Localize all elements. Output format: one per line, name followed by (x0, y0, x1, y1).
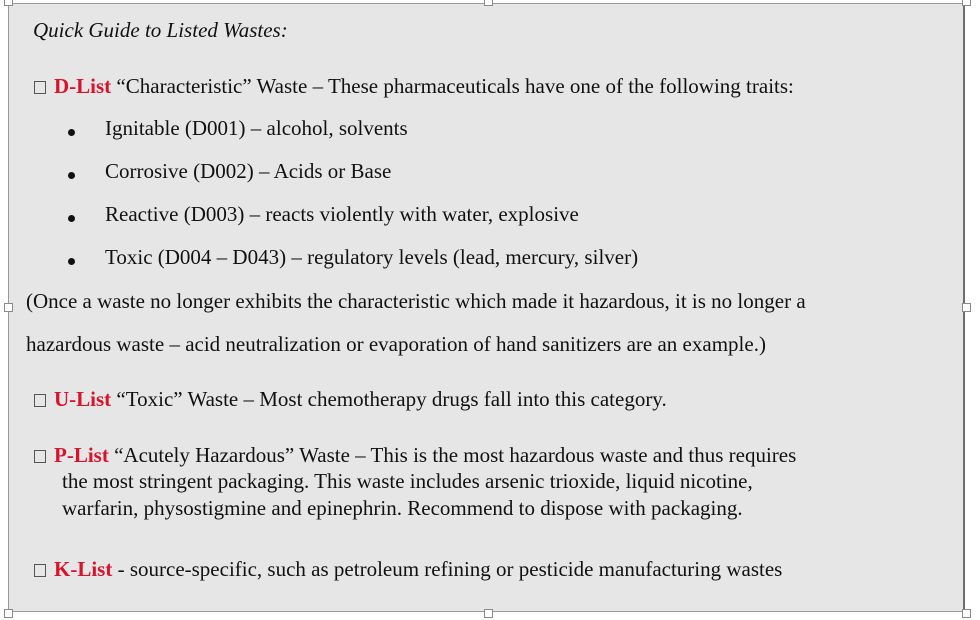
bullet-item-corrosive: Corrosive (D002) – Acids or Base (105, 159, 392, 183)
bullet-icon (68, 258, 75, 265)
d-list-item (34, 74, 794, 98)
bullet-item-toxic: Toxic (D004 – D043) – regulatory levels (lead, mercury, silver) (105, 245, 639, 269)
p-list-text-line-2: the most stringent packaging. This waste includes arsenic trioxide, liquid nicotine, (62, 469, 753, 493)
resize-handle-top-right[interactable] (962, 0, 971, 6)
d-list-text: “Characteristic” Waste – These pharmaceuticals have one of the following traits: (111, 74, 794, 98)
d-list-label: D-List (54, 74, 112, 98)
checkbox-icon (34, 81, 46, 94)
resize-handle-middle-left[interactable] (4, 303, 13, 312)
bullet-icon (68, 129, 75, 136)
bullet-item-ignitable: Ignitable (D001) – alcohol, solvents (105, 116, 408, 140)
resize-handle-middle-right[interactable] (962, 303, 971, 312)
k-list-text: - source-specific, such as petroleum refining or pesticide manufacturing wastes (112, 557, 783, 581)
k-list-label: K-List (54, 557, 113, 581)
bullet-icon (68, 215, 75, 222)
p-list-text-line-3: warfarin, physostigmine and epinephrin. Recommend to dispose with packaging. (62, 496, 743, 520)
resize-handle-bottom-left[interactable] (4, 609, 13, 618)
resize-handle-top-left[interactable] (4, 0, 13, 6)
u-list-text: “Toxic” Waste – Most chemotherapy drugs fall into this category. (111, 387, 667, 411)
resize-handle-bottom-right[interactable] (962, 609, 971, 618)
d-list-note-line-1: (Once a waste no longer exhibits the characteristic which made it hazardous, it is no longer a (26, 289, 806, 313)
checkbox-icon (34, 450, 46, 463)
checkbox-icon (34, 394, 46, 407)
p-list-label: P-List (54, 443, 109, 467)
d-list-note-line-2: hazardous waste – acid neutralization or evaporation of hand sanitizers are an example.) (26, 332, 766, 356)
resize-handle-top-center[interactable] (484, 0, 493, 6)
u-list-item (34, 387, 667, 411)
bullet-item-reactive: Reactive (D003) – reacts violently with water, explosive (105, 202, 579, 226)
resize-handle-bottom-center[interactable] (484, 609, 493, 618)
text-box[interactable] (8, 3, 965, 612)
p-list-text-line-1: “Acutely Hazardous” Waste – This is the most hazardous waste and thus requires (108, 443, 797, 467)
p-list-item (34, 443, 796, 467)
checkbox-icon (34, 564, 46, 577)
u-list-label: U-List (54, 387, 112, 411)
guide-title: Quick Guide to Listed Wastes: (33, 18, 288, 42)
k-list-item (34, 557, 782, 581)
bullet-icon (68, 172, 75, 179)
